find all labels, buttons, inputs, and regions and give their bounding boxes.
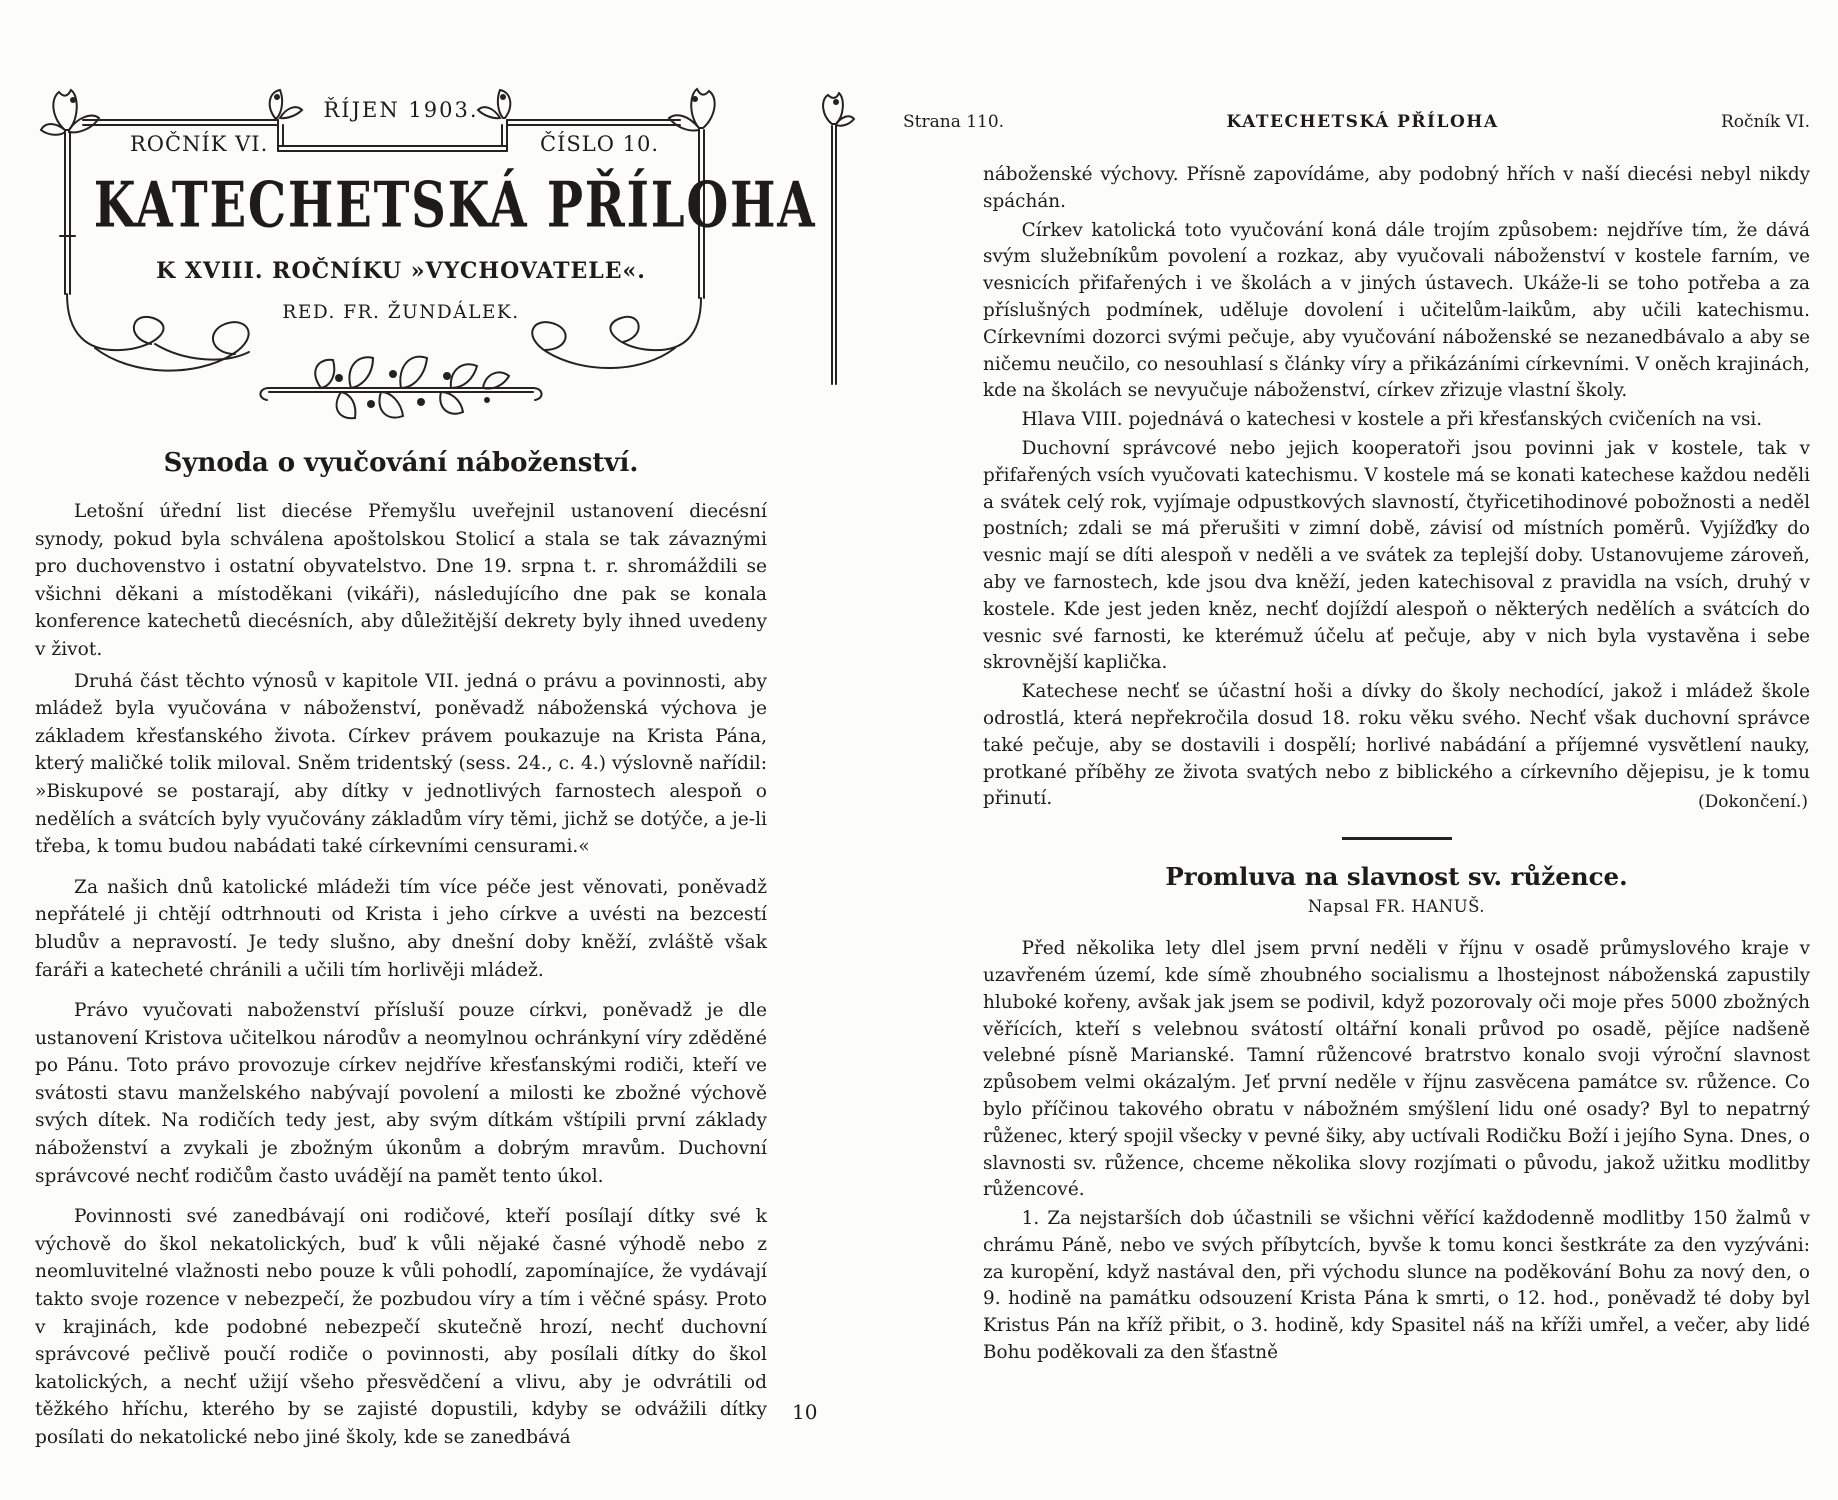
article2-byline: Napsal FR. HANUŠ. bbox=[1307, 897, 1486, 917]
article2-title: Promluva na slavnost sv. růžence. bbox=[1165, 862, 1628, 892]
paragraph: Katechese nechť se účastní hoši a dívky do školy nechodící, jakož i mládež škole odrostlá, která nepřekročila dosud 18. roku věku svého. Nechť však duchovní správce také pečuje, aby se dostavili i dospělí; horlivé nabádání a příjemné vysvětlení nauky, protkané příběhy ze života svatých nebo z biblického a církevního dějepisu, je k tomu přinutí. bbox=[983, 681, 1810, 810]
left-page bbox=[35, 86, 817, 1448]
paragraph: Druhá část těchto výnosů v kapitole VII. jedná o právu a povinnosti, aby mládež byla vyučována v náboženství, poněvadž náboženská výchova je základem křesťanského života. Církev právem poukazuje na Krista Pána, který maličké tolik miloval. Sněm tridentský (sess. 24., c. 4.) výslovně nařídil: »Biskupové se postarají, aby dítky v jednotlivých farnostech alespoň o nedělích a svátcích byly vyučovány základům víry těmi, jichž se dotýče, a je-li třeba, k tomu budou nabádati také církevními censurami.« bbox=[35, 670, 767, 858]
masthead-date: ŘÍJEN 1903. bbox=[323, 98, 479, 122]
paragraph: Hlava VIII. pojednává o katechesi v kostele a při křesťanských cvičeních na vsi. bbox=[1021, 409, 1763, 431]
laurel-branch-ornament bbox=[251, 352, 551, 424]
paragraph: náboženské výchovy. Přísně zapovídáme, aby podobný hřích v naší diecési nebyl nikdy spáchán. bbox=[983, 164, 1810, 212]
masthead-title bbox=[35, 168, 817, 242]
paragraph: Před několika lety dlel jsem první neděli v říjnu v osadě průmyslového kraje v uzavřeném území, kde símě zhoubného socialismu a lhostejnost náboženská zapustily hluboké kořeny, avšak jak jsem se podivil, když pozorovaly oči moje přes 5000 zbožných věřících, kteří s velebnou svátostí oltářní konali průvod po osadě, pějíce nadšeně velebné písně Marianské. Tamní růžencové bratrstvo konalo svoji výroční slavnost způsobem velmi okázalým. Jeť první neděle v říjnu zasvěcena památce sv. růžence. Co bylo příčinou takového obratu v nábožném smýšlení lidu oné osady? Byl to nepatrný růženec, který spojil všecky v pevné šiky, aby uctívali Rodičku Boží i jejího Syna. Dnes, o slavnosti sv. růžence, chceme několika slovy rozjímati o původu, jakož užitku modlitby růžencové. bbox=[983, 938, 1810, 1201]
masthead-editor: RED. FR. ŽUNDÁLEK. bbox=[282, 302, 520, 323]
section-divider bbox=[1342, 837, 1452, 840]
article-synoda bbox=[35, 448, 767, 1452]
running-header-title: KATECHETSKÁ PŘÍLOHA bbox=[1226, 112, 1499, 132]
page-number: 10 bbox=[792, 1400, 818, 1424]
masthead-title-text: KATECHETSKÁ PŘÍLOHA bbox=[93, 168, 817, 242]
masthead-issue: ČÍSLO 10. bbox=[540, 132, 659, 156]
paragraph: Letošní úřední list diecése Přemyšlu uveřejnil ustanovení diecésní synody, pokud byla schválena apoštolskou Stolicí a stala se tak závaznými pro duchovenstvo i ostatní obyvatelstvo. Dne 19. srpna t. r. shromáždili se všichni děkani a místoděkani (vikáři), následujícího dne pak se konala konference katechetů diecésních, aby důležitější dekrety byly ihned uvedeny v život. bbox=[35, 501, 767, 660]
running-header-volume: Ročník VI. bbox=[1720, 112, 1810, 132]
running-header-page: Strana 110. bbox=[903, 112, 1005, 132]
tulip-stem-ornament bbox=[812, 92, 858, 392]
running-header bbox=[903, 112, 1810, 132]
right-page-text-column bbox=[903, 162, 1810, 1367]
paragraph: Právo vyučovati naboženství přísluší pouze církvi, poněvadž je dle ustanovení Kristova učitelkou národův a neomylnou ochránkyní víry zděděné po Pánu. Toto právo provozuje církev nejdříve křesťanskými rodiči, kteří ve svátosti stavu manželského nabývají povolení a milosti ke zbožné výchově svých dítek. Na rodičích tedy jest, aby svým dítkám vštípili první základy náboženství a zvykali je zbožným úkonům a dobrým mravům. Duchovní správcové nechť rodičům často uvádějí na pamět tento úkol. bbox=[35, 1000, 767, 1187]
right-page bbox=[903, 112, 1810, 1367]
masthead-volume: ROČNÍK VI. bbox=[130, 132, 269, 156]
paragraph: Duchovní správcové nebo jejich kooperatoři jsou povinni jak v kostele, tak v přifařených vsích vyučovati katechismu. V kostele má se konati katechese každou neděli a svátek celý rok, vyjímaje odpustkových slavností, čtyřicetihodinové pobožnosti a neděl postních; zdali se má přerušiti v zimní době, závisí od místních poměrů. Vyjížďky do vesnic mají se díti alespoň v neděli a ve svátek za teplejší doby. Ustanovujeme zároveň, aby ve farnostech, kde jsou dva kněží, jeden katechisoval z pravidla na vsích, druhý v kostele. Kde jest jeden kněz, nechť dojíždí alespoň o některých nedělích a svátcích do vesnic své farnosti, ke kterémuž účelu ať pečuje, aby v nich byla vystavěna i sebe skrovnější kaplička. bbox=[983, 437, 1810, 674]
paragraph: Církev katolická toto vyučování koná dále trojím způsobem: nejdříve tím, že dává svým služebníkům povolení a rozkaz, aby vyučovali náboženství v kostele farním, ve vesnicích přifařených i ve školách a v jiných ústavech. Ukáže-li se toho potřeba a za příslušných podmínek, uděluje dovolení i učitelům-laikům, aby učili katechismu. Církevními dozorci svými pečuje, aby vyučování náboženské se nezanedbávalo a aby se ničemu neučilo, co nesouhlasí s články víry a přikázáními církevními. V oněch krajinách, kde na školách se nevyučuje náboženství, církev zřizuje vlastní školy. bbox=[983, 219, 1810, 402]
paragraph: 1. Za nejstarších dob účastnili se všichni věřící každodenně modlitby 150 žalmů v chrámu Páně, nebo ve svých příbytcích, byvše k tomu konci šestkráte za den vyzýváni: za kuropění, když nastával den, při východu slunce na poděkování Bohu za nový den, o 9. hodině na památku odsouzení Krista Pána k smrti, o 12. hod., poněvadž té doby byl Kristus Pán na kříž přibit, o 3. hodině, kdy Spasitel náš na kříži umřel, a večer, aby lidé Bohu poděkovali za den šťastně bbox=[983, 1208, 1810, 1364]
closing-paragraph-wrap bbox=[983, 679, 1810, 813]
masthead-subtitle: K XVIII. ROČNÍKU »VYCHOVATELE«. bbox=[156, 258, 646, 284]
paragraph: Povinnosti své zanedbávají oni rodičové, kteří posílají dítky své k výchově do škol nekatolických, buď k vůli nějaké časné výhodě nebo z neomluvitelné vlažnosti nebo pouze k vůli pohodlí, zapomínajíce, že vydávají takto svoje rozence v nebezpečí, že pozbudou víry a tím i věčné spásy. Proto v krajinách, kde podobné nebezpečí skutečně hrozí, nechť duchovní správcové pečlivě poučí rodiče o povinnosti, aby posílali dítky do škol katolických, a nechť užijí všeho přesvědčení a vlivu, aby je odvrátili od těžkého hříchu, kterého by se zajisté dopustili, kdyby se odvážili dítky posílati do nekatolické nebo jiné školy, kde se zanedbává bbox=[35, 1206, 767, 1448]
paragraph: Za našich dnů katolické mládeži tím více péče jest věnovati, poněvadž nepřátelé ji chtějí odtrhnouti od Krista i jeho církve a uvésti na bezcestí bludův a nepravostí. Je tedy slušno, aby dnešní doby kněží, zvláště však faráři a katecheté chránili a učili tím horlivěji mládež. bbox=[35, 876, 767, 981]
masthead bbox=[35, 86, 817, 434]
article-title: Synoda o vyučování náboženství. bbox=[163, 448, 639, 478]
continuation-note: (Dokončení.) bbox=[1698, 792, 1808, 813]
